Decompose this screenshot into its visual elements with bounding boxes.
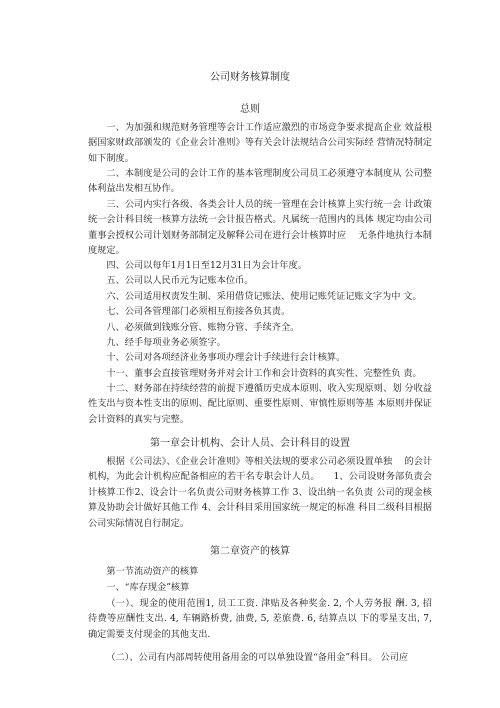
general-clause-1: 一、为加强和规范财务管理等会计工作适应激烈的市场竞争要求提高企业 效益根据国家财政部颁发的《企业会计准则》等有关会计法规结合公司实际经 营情况特制定如下制度。 [88,122,432,164]
general-clause-12: 十二、财务部在持续经营的前提下遵循历史成本原则、收入实现原则、划 分收益性支出与资本性支出的原则、配比原则、重要性原则、审慎性原则等基 本原则并保证会计资料的真实与完整。 [88,383,432,425]
general-clause-7: 七、公司各管理部门必须相互衔接各负其责。 [106,306,291,317]
section-1-title: 第一节流动资产的核算 [106,566,199,577]
section-heading-general: 总则 [240,104,260,115]
general-clause-11: 十一、董事会直接管理财务并对会计工作和会计资料的真实性、完整性负 责。 [106,368,422,379]
document-title: 公司财务核算制度 [210,72,290,83]
chapter-2-title: 第二章资产的核算 [210,546,290,557]
chapter-1-title: 第一章会计机构、会计人员、会计科目的设置 [150,438,350,449]
chapter-1-paragraph: 根据《公司法》、《企业会计准则》等相关法规的要求公司必须设置单独 的会计机构，为此会计机构应配备相应的若干名专职会计人员。 1、公司设财务部负责会计核算工作2、设会计一名负责公司财务核算工作 3、设出纳一名负责 公司的现金核算及协助会计做好其他工作 4、会计科目采用国家统一规定的标准 科目二级科目根据公司实际情况自行制定。 [88,456,432,529]
general-clause-3: 三、公司内实行各级、各类会计人员的统一管理在会计核算上实行统一会 计政策统一会计科目统一核算方法统一会计报告格式。凡属统一范围内的具体 规定均由公司董事会授权公司计划财务部制定及解释公司在进行会计核算时应 无条件地执行本制度规定。 [88,199,432,257]
item-1-paragraph: （一）、现金的使用范围1, 员工工资. 津贴及各种奖金. 2, 个人劳务报 酬. 3, 招待费等应酬性支出. 4, 车辆路桥费, 油费, 5, 差旅费. 6, 结算点以 下的零星支出, 7, 确定需要支付现金的其他支出. [88,598,432,640]
general-clause-6: 六、公司适用权责发生制、采用借贷记账法、使用记账凭证记账文字为中 文。 [106,291,422,302]
general-clause-9: 九、经手每项业务必须签字。 [106,337,226,348]
item-1-title: 一、“库存现金”核算 [106,582,190,593]
general-clause-2: 二、本制度是公司的会计工作的基本管理制度公司员工必须遵守本制度从 公司整体利益出发相互协作。 [88,168,432,195]
general-clause-8: 八、必须做到钱账分管、账物分管、手续齐全。 [106,322,300,333]
general-clause-10: 十、公司对各项经济业务事项办理会计手续进行会计核算。 [106,352,346,363]
item-2-paragraph: （二）、公司有内部周转使用备用金的可以单独设置“备用金”科目。 公司应 [106,652,409,663]
general-clause-4: 四、公司以每年1月1日至12月31日为会计年度。 [106,260,307,271]
general-clause-5: 五、公司以人民币元为记账本位币。 [106,275,254,286]
